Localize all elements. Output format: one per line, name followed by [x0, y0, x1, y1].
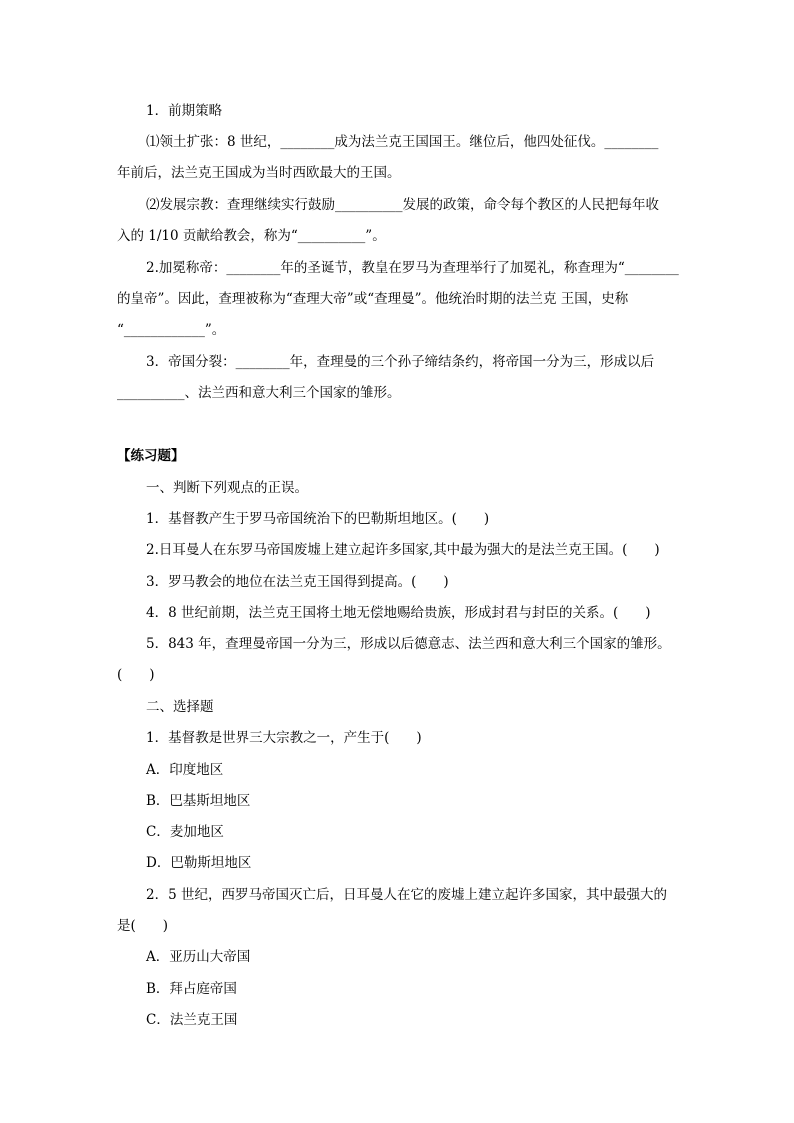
true-false-item-2: 2.日耳曼人在东罗马帝国废墟上建立起许多国家,其中最为强大的是法兰克王国。( ) [146, 542, 660, 558]
option-c: C．麦加地区 [146, 824, 224, 840]
true-false-heading: 一、判断下列观点的正误。 [146, 480, 308, 496]
true-false-item-3: 3．罗马教会的地位在法兰克王国得到提高。( ) [146, 574, 449, 590]
text-territorial-expansion: ⑴领土扩张：8 世纪，________成为法兰克王国国王。继位后，他四处征伐。________ [146, 134, 659, 150]
text-line: 入的 1/10 贡献给教会，称为“__________”。 [117, 228, 386, 244]
option-c: C．法兰克王国 [146, 1012, 238, 1028]
text-empire-division: 3．帝国分裂：________年，查理曼的三个孙子缔结条约，将帝国一分为三，形成以后 [146, 354, 655, 370]
text-line: 是( ) [117, 918, 169, 934]
option-b: B．拜占庭帝国 [146, 981, 237, 997]
text-line: 的皇帝”。因此，查理被称为“查理大帝”或“查理曼”。他统治时期的法兰克 王国，史称 [117, 291, 629, 307]
true-false-item-1: 1．基督教产生于罗马帝国统治下的巴勒斯坦地区。( ) [146, 511, 490, 527]
exercise-heading: 【练习题】 [117, 448, 185, 464]
question-2: 2．5 世纪，西罗马帝国灭亡后，日耳曼人在它的废墟上建立起许多国家，其中最强大的 [146, 887, 667, 903]
section-heading-early-strategy: 1．前期策略 [146, 103, 223, 119]
option-a: A．印度地区 [146, 762, 224, 778]
text-line: 年前后，法兰克王国成为当时西欧最大的王国。 [117, 165, 401, 181]
option-b: B．巴基斯坦地区 [146, 793, 251, 809]
text-develop-religion: ⑵发展宗教：查理继续实行鼓励__________发展的政策，命令每个教区的人民把每年收 [146, 197, 659, 213]
true-false-item-5: 5．843 年，查理曼帝国一分为三，形成以后德意志、法兰西和意大利三个国家的雏形。 [146, 636, 671, 652]
multiple-choice-heading: 二、选择题 [146, 699, 214, 715]
text-line: ( ) [117, 667, 155, 683]
true-false-item-4: 4．8 世纪前期，法兰克王国将土地无偿地赐给贵族，形成封君与封臣的关系。( ) [146, 605, 651, 621]
option-a: A．亚历山大帝国 [146, 949, 251, 965]
text-coronation: 2.加冕称帝：________年的圣诞节，教皇在罗马为查理举行了加冕礼，称查理为“________ [146, 260, 679, 276]
text-line: “____________”。 [117, 322, 226, 338]
question-1: 1．基督教是世界三大宗教之一，产生于( ) [146, 730, 422, 746]
text-line: __________、法兰西和意大利三个国家的雏形。 [117, 385, 401, 401]
option-d: D．巴勒斯坦地区 [146, 855, 252, 871]
